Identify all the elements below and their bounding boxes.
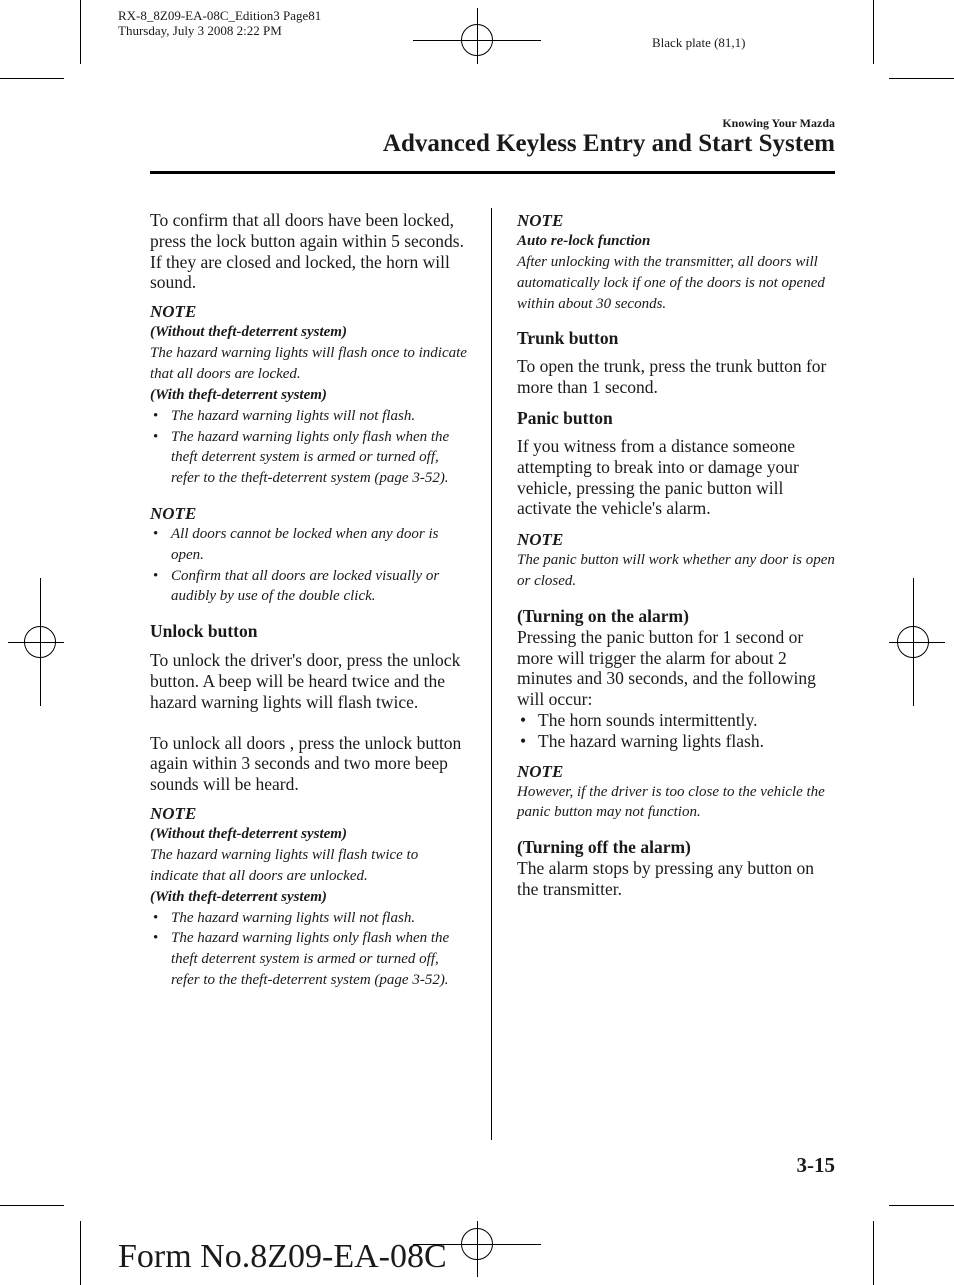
note-subheading: (With theft-deterrent system) xyxy=(150,386,327,403)
note-text: The hazard warning lights will flash twice to indicate that all doors are unlocked. xyxy=(150,846,419,884)
crop-mark xyxy=(80,1221,81,1285)
plate-label: Black plate (81,1) xyxy=(652,35,746,50)
left-column xyxy=(150,210,468,991)
list-item: • The hazard warning lights only flash when the theft deterrent system is armed or turned off, refer to the theft-deterrent system (page 3-52). xyxy=(150,928,468,990)
unlock-heading: Unlock button xyxy=(150,621,258,642)
note-heading: NOTE xyxy=(517,211,564,230)
note-doors xyxy=(150,503,468,607)
note-distance xyxy=(517,761,837,824)
title-rule xyxy=(150,171,835,174)
note-subheading: Auto re-lock function xyxy=(517,233,651,249)
note-bullet-list xyxy=(150,524,468,607)
form-number: Form No.8Z09-EA-08C xyxy=(118,1238,447,1275)
note-heading: NOTE xyxy=(150,803,197,823)
list-item: • The hazard warning lights will not flash. xyxy=(150,406,468,427)
print-date-line: Thursday, July 3 2008 2:22 PM xyxy=(118,23,282,38)
note-subheading: (Without theft-deterrent system) xyxy=(150,324,347,341)
trunk-paragraph: To open the trunk, press the trunk button for more than 1 second. xyxy=(517,356,827,398)
crop-mark xyxy=(80,0,81,64)
print-file-line: RX-8_8Z09-EA-08C_Edition3 Page81 xyxy=(118,8,322,23)
right-column xyxy=(517,210,837,900)
note-bullet-list xyxy=(150,406,468,489)
note-unlock xyxy=(150,803,468,991)
alarm-off-heading: (Turning off the alarm) xyxy=(517,837,691,858)
crop-mark xyxy=(889,1205,954,1206)
crop-mark xyxy=(873,1221,874,1285)
note-lock xyxy=(150,301,468,489)
alarm-on-heading: (Turning on the alarm) xyxy=(517,605,689,626)
page-title: Advanced Keyless Entry and Start System xyxy=(382,130,835,157)
list-item: • The hazard warning lights will not flash. xyxy=(150,908,468,929)
note-subheading: (Without theft-deterrent system) xyxy=(150,825,347,842)
list-item: • The hazard warning lights only flash when the theft deterrent system is armed or turned off, refer to the theft-deterrent system (page 3-52). xyxy=(150,427,468,489)
trunk-heading: Trunk button xyxy=(517,328,619,349)
unlock-all-paragraph: To unlock all doors , press the unlock button again within 3 seconds and two more beep sounds will be heard. xyxy=(150,732,462,795)
note-text: However, if the driver is too close to the vehicle the panic button may not function. xyxy=(517,783,825,821)
column-divider xyxy=(491,208,492,1140)
section-label: Knowing Your Mazda xyxy=(722,116,835,130)
note-heading: NOTE xyxy=(517,530,564,550)
list-item: • All doors cannot be locked when any door is open. xyxy=(150,524,468,566)
note-subheading: (With theft-deterrent system) xyxy=(150,888,327,905)
note-bullet-list xyxy=(150,908,468,991)
list-item: • The hazard warning lights flash. xyxy=(517,731,837,752)
note-heading: NOTE xyxy=(150,503,197,523)
alarm-on-bullet-list xyxy=(517,710,837,752)
note-auto-relock xyxy=(517,210,837,314)
crop-mark xyxy=(0,1205,64,1206)
note-heading: NOTE xyxy=(517,761,564,781)
panic-heading: Panic button xyxy=(517,407,613,428)
crop-mark xyxy=(873,0,874,64)
alarm-on-paragraph: Pressing the panic button for 1 second or more will trigger the alarm for about 2 minutes and 30 seconds, and the following will occur: xyxy=(517,626,816,710)
unlock-paragraph: To unlock the driver's door, press the unlock button. A beep will be heard twice and the hazard warning lights will flash twice. xyxy=(150,650,461,712)
note-text: The panic button will work whether any door is open or closed. xyxy=(517,552,835,589)
page-number: 3-15 xyxy=(796,1153,835,1177)
crop-mark xyxy=(0,78,64,79)
alarm-off-paragraph: The alarm stops by pressing any button on the transmitter. xyxy=(517,858,814,899)
list-item: • Confirm that all doors are locked visually or audibly by use of the double click. xyxy=(150,566,468,608)
note-panic xyxy=(517,529,837,592)
list-item: • The horn sounds intermittently. xyxy=(517,710,837,731)
lock-confirm-paragraph: To confirm that all doors have been locked, press the lock button again within 5 seconds. If they are closed and locked, the horn will sound. xyxy=(150,210,464,293)
panic-paragraph: If you witness from a distance someone attempting to break into or damage your vehicle, pressing the panic button will activate the vehicle's alarm. xyxy=(517,435,799,519)
note-heading: NOTE xyxy=(150,302,197,322)
note-text: After unlocking with the transmitter, all doors will automatically lock if one of the doors is not opened within about 30 seconds. xyxy=(517,254,825,312)
note-text: The hazard warning lights will flash once to indicate that all doors are locked. xyxy=(150,345,467,382)
crop-mark xyxy=(889,78,954,79)
